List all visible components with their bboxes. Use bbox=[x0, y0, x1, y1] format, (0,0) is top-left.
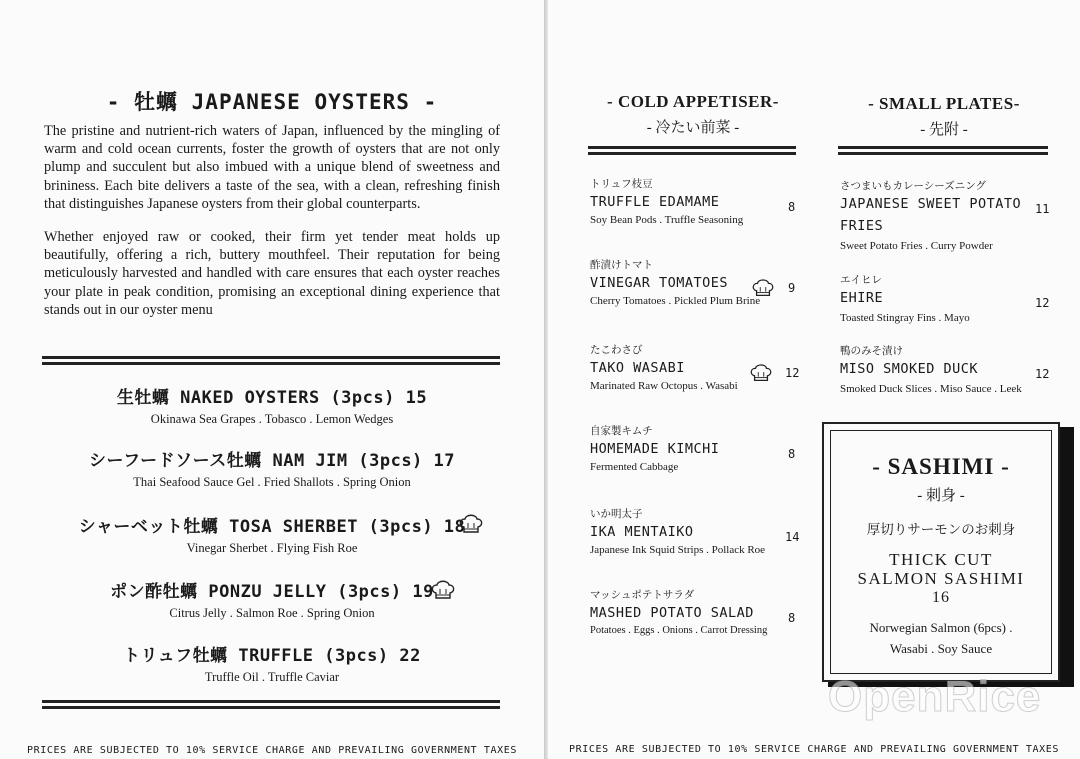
openrice-watermark: OpenRice bbox=[828, 672, 1042, 721]
section-title: - COLD APPETISER- bbox=[607, 92, 779, 111]
oyster-name: 生牡蠣 NAKED OYSTERS (3pcs) 15 bbox=[116, 388, 428, 408]
item-name: TRUFFLE EDAMAME bbox=[590, 194, 720, 210]
section-title: - SMALL PLATES- bbox=[868, 94, 1020, 113]
menu-item bbox=[590, 506, 810, 556]
chef-hat-icon bbox=[458, 512, 484, 536]
sashimi-name-line1: THICK CUT bbox=[889, 550, 993, 569]
oyster-desc: Citrus Jelly . Salmon Roe . Spring Onion bbox=[169, 606, 375, 620]
divider-top bbox=[42, 356, 500, 365]
oyster-name: シャーベット牡蠣 TOSA SHERBET (3pcs) 18 bbox=[78, 517, 466, 537]
oyster-desc: Thai Seafood Sauce Gel . Fried Shallots . Spring Onion bbox=[133, 475, 411, 489]
right-menu-page bbox=[548, 0, 1080, 759]
item-name: EHIRE bbox=[840, 290, 884, 306]
item-desc: Potatoes . Eggs . Onions . Carrot Dressing bbox=[590, 625, 768, 636]
oysters-title: - 牡蠣 JAPANESE OYSTERS - bbox=[106, 90, 438, 114]
item-name: MISO SMOKED DUCK bbox=[840, 361, 979, 377]
sashimi-content bbox=[824, 454, 1058, 659]
item-price: 8 bbox=[788, 200, 796, 214]
menu-item bbox=[590, 176, 800, 226]
chef-hat-icon bbox=[749, 362, 773, 384]
item-price: 8 bbox=[788, 611, 796, 625]
section-divider bbox=[838, 146, 1048, 155]
small-plates-header bbox=[838, 94, 1050, 139]
service-charge-note: PRICES ARE SUBJECTED TO 10% SERVICE CHARGE AND PREVAILING GOVERNMENT TAXES bbox=[27, 745, 517, 756]
cold-appetiser-header bbox=[588, 92, 798, 137]
item-japanese-name: マッシュポテトサラダ bbox=[590, 589, 695, 601]
section-subtitle: - 先附 - bbox=[920, 122, 968, 138]
item-name: JAPANESE SWEET POTATO bbox=[840, 196, 1022, 212]
item-price: 12 bbox=[1035, 367, 1050, 381]
item-desc: Marinated Raw Octopus . Wasabi bbox=[590, 380, 738, 392]
oyster-desc: Truffle Oil . Truffle Caviar bbox=[204, 670, 340, 684]
menu-item bbox=[840, 272, 1040, 324]
item-japanese-name: 鴨のみそ漬け bbox=[840, 345, 903, 357]
menu-item bbox=[590, 587, 820, 636]
item-desc: Cherry Tomatoes . Pickled Plum Brine bbox=[590, 295, 761, 307]
item-price: 11 bbox=[1035, 202, 1050, 216]
intro-paragraph-1: The pristine and nutrient-rich waters of Japan, influenced by the mingling of warm and cold ocean currents, foster the growth of oysters that are not only plump and succulent but also imbued with a unique blend of sweetness and brininess. Each bite delivers a taste of the sea, with a clean, refreshing finish that distinguishes Japanese oysters from their global counterparts. bbox=[44, 123, 500, 212]
menu-item bbox=[590, 423, 800, 473]
oyster-item bbox=[0, 641, 544, 685]
oyster-item bbox=[0, 383, 544, 427]
oysters-intro bbox=[44, 122, 500, 334]
item-japanese-name: 自家製キムチ bbox=[590, 425, 653, 437]
item-price: 12 bbox=[785, 366, 800, 380]
item-name: VINEGAR TOMATOES bbox=[590, 275, 729, 291]
oyster-item bbox=[0, 577, 544, 621]
sashimi-desc-line2: Wasabi . Soy Sauce bbox=[889, 641, 993, 656]
chef-hat-icon bbox=[751, 277, 775, 299]
item-japanese-name: いか明太子 bbox=[590, 508, 643, 520]
sashimi-box bbox=[822, 422, 1060, 682]
item-japanese-name: 酢漬けトマト bbox=[590, 259, 653, 271]
sashimi-name-line2: SALMON SASHIMI bbox=[857, 569, 1025, 588]
item-desc: Fermented Cabbage bbox=[590, 461, 679, 473]
item-desc: Soy Bean Pods . Truffle Seasoning bbox=[590, 214, 744, 226]
chef-hat-icon bbox=[430, 578, 456, 602]
item-desc: Toasted Stingray Fins . Mayo bbox=[840, 312, 970, 324]
item-name: IKA MENTAIKO bbox=[590, 524, 694, 540]
divider-bottom bbox=[42, 700, 500, 709]
oyster-name: ポン酢牡蠣 PONZU JELLY (3pcs) 19 bbox=[110, 582, 434, 602]
sashimi-japanese-name: 厚切りサーモンのお刺身 bbox=[866, 522, 1016, 538]
item-desc: Japanese Ink Squid Strips . Pollack Roe bbox=[590, 544, 766, 556]
oyster-desc: Okinawa Sea Grapes . Tobasco . Lemon Wedges bbox=[150, 412, 394, 426]
item-japanese-name: さつまいもカレーシーズニング bbox=[840, 180, 987, 192]
item-price: 8 bbox=[788, 447, 796, 461]
item-japanese-name: トリュフ枝豆 bbox=[590, 178, 653, 190]
oyster-desc: Vinegar Sherbet . Flying Fish Roe bbox=[186, 541, 358, 555]
item-price: 14 bbox=[785, 530, 800, 544]
sashimi-price: 16 bbox=[932, 589, 950, 606]
sashimi-subtitle: - 刺身 - bbox=[917, 488, 965, 504]
section-divider bbox=[588, 146, 796, 155]
item-name: MASHED POTATO SALAD bbox=[590, 605, 754, 621]
service-charge-note: PRICES ARE SUBJECTED TO 10% SERVICE CHARGE AND PREVAILING GOVERNMENT TAXES bbox=[569, 744, 1059, 755]
item-japanese-name: たこわさび bbox=[590, 344, 643, 356]
item-desc: Smoked Duck Slices . Miso Sauce . Leek bbox=[840, 383, 1022, 395]
item-desc: Sweet Potato Fries . Curry Powder bbox=[840, 240, 993, 252]
menu-item bbox=[840, 343, 1045, 395]
sashimi-desc-line1: Norwegian Salmon (6pcs) . bbox=[869, 620, 1013, 635]
oyster-name: シーフードソース牡蠣 NAM JIM (3pcs) 17 bbox=[88, 451, 456, 471]
item-name: TAKO WASABI bbox=[590, 360, 685, 376]
menu-item bbox=[840, 178, 1040, 252]
item-price: 12 bbox=[1035, 296, 1050, 310]
section-subtitle: - 冷たい前菜 - bbox=[646, 120, 740, 136]
item-name-line2: FRIES bbox=[840, 218, 884, 234]
item-name: HOMEMADE KIMCHI bbox=[590, 441, 720, 457]
sashimi-title: - SASHIMI - bbox=[872, 454, 1010, 479]
intro-paragraph-2: Whether enjoyed raw or cooked, their firm yet tender meat holds up beautifully, offering a rich, buttery mouthfeel. Their reputation for being meticulously harvested and handled with care ensures that each oyster reaches your plate in peak condition, promising an exceptional dining experience that stands out in our oyster menu bbox=[44, 229, 500, 318]
oyster-name: トリュフ牡蠣 TRUFFLE (3pcs) 22 bbox=[123, 646, 421, 666]
item-japanese-name: エイヒレ bbox=[840, 274, 882, 286]
oyster-item bbox=[0, 446, 544, 490]
item-price: 9 bbox=[788, 281, 796, 295]
